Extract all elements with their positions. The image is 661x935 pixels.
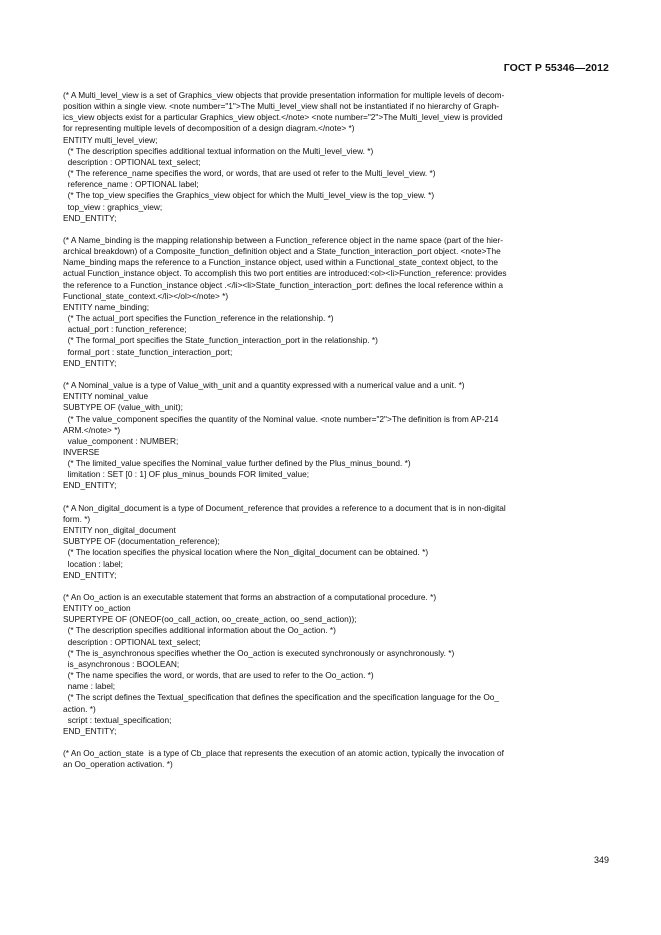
text-line: limitation : SET [0 : 1] OF plus_minus_bounds FOR limited_value; bbox=[63, 469, 310, 480]
text-line: (* The script defines the Textual_specification that defines the specification and the specification language for the Oo_ bbox=[63, 692, 500, 703]
text-line: ENTITY non_digital_document bbox=[63, 525, 176, 536]
express-block bbox=[63, 380, 608, 492]
text-line: (* The reference_name specifies the word, or words, that are used ot refer to the Multi_level_view. *) bbox=[63, 168, 436, 179]
express-block bbox=[63, 235, 608, 369]
text-line: an Oo_operation activation. *) bbox=[63, 759, 173, 770]
express-block bbox=[63, 503, 608, 581]
text-line: (* A Name_binding is the mapping relationship between a Function_reference object in the name space (part of the hier- bbox=[63, 235, 503, 246]
text-line: archical breakdown) of a Composite_function_definition object and a State_function_interaction_port object. <note>The bbox=[63, 246, 501, 257]
text-line: SUPERTYPE OF (ONEOF(oo_call_action, oo_create_action, oo_send_action)); bbox=[63, 614, 357, 625]
text-line: (* A Non_digital_document is a type of Document_reference that provides a reference to a document that is in non-digital bbox=[63, 502, 506, 513]
text-line: END_ENTITY; bbox=[63, 480, 117, 491]
text-line: Name_binding maps the reference to a Function_instance object, used within a Functional_state_context object, to the bbox=[63, 257, 498, 268]
text-line: (* The is_asynchronous specifies whether the Oo_action is executed synchronously or asynchronously. *) bbox=[63, 647, 455, 658]
text-line: formal_port : state_function_interaction_port; bbox=[63, 346, 233, 357]
text-line: (* The name specifies the word, or words, that are used to refer to the Oo_action. *) bbox=[63, 670, 374, 681]
text-line: (* The formal_port specifies the State_function_interaction_port in the relationship. *) bbox=[63, 335, 378, 346]
text-line: script : textual_specification; bbox=[63, 714, 172, 725]
text-line: (* A Multi_level_view is a set of Graphics_view objects that provide presentation information for multiple levels of decom- bbox=[63, 90, 505, 100]
express-block bbox=[63, 748, 608, 770]
text-line: (* A Nominal_value is a type of Value_with_unit and a quantity expressed with a numerical value and a unit. *) bbox=[63, 380, 465, 391]
text-line: reference_name : OPTIONAL label; bbox=[63, 179, 199, 190]
text-line: (* The location specifies the physical location where the Non_digital_document can be obtained. *) bbox=[63, 547, 429, 558]
text-line: END_ENTITY; bbox=[63, 212, 117, 223]
page-number: 349 bbox=[593, 855, 609, 865]
text-line: (* The description specifies additional textual information on the Multi_level_view. *) bbox=[63, 145, 374, 156]
text-line: description : OPTIONAL text_select; bbox=[63, 636, 201, 647]
text-line: ENTITY name_binding; bbox=[63, 301, 150, 312]
document-body bbox=[63, 90, 608, 782]
text-line: (* An Oo_action_state is a type of Cb_place that represents the execution of an atomic action, typically the invocation of bbox=[63, 748, 504, 759]
text-line: (* The description specifies additional information about the Oo_action. *) bbox=[63, 625, 336, 636]
text-line: (* The limited_value specifies the Nominal_value further defined by the Plus_minus_bound. *) bbox=[63, 458, 411, 469]
text-line: ARM.</note> *) bbox=[63, 424, 121, 435]
text-line: is_asynchronous : BOOLEAN; bbox=[63, 658, 180, 669]
text-line: ENTITY oo_action bbox=[63, 603, 131, 614]
express-block bbox=[63, 90, 608, 224]
text-line: for representing multiple levels of decomposition of a design diagram.</note> *) bbox=[63, 123, 355, 134]
text-line: END_ENTITY; bbox=[63, 357, 117, 368]
text-line: value_component : NUMBER; bbox=[63, 435, 179, 446]
express-block bbox=[63, 592, 608, 737]
text-line: (* The value_component specifies the quantity of the Nominal value. <note number="2">The definition is from AP-214 bbox=[63, 413, 499, 424]
text-line: name : label; bbox=[63, 681, 116, 692]
text-line: INVERSE bbox=[63, 446, 100, 457]
text-line: top_view : graphics_view; bbox=[63, 201, 163, 212]
text-line: ics_view objects exist for a particular Graphics_view object.</note> <note number="2">The Multi_level_view is provided bbox=[63, 112, 503, 123]
text-line: location : label; bbox=[63, 558, 123, 569]
text-line: actual Function_instance object. To accomplish this two port entities are introduced:<ol><li>Function_reference: provides bbox=[63, 268, 507, 279]
text-line: END_ENTITY; bbox=[63, 569, 117, 580]
text-line: the reference to a Function_instance object .</li><li>State_function_interaction_port: defines the local reference within a bbox=[63, 279, 504, 290]
standard-designation: ГОСТ Р 55346—2012 bbox=[503, 62, 609, 74]
text-line: (* The actual_port specifies the Function_reference in the relationship. *) bbox=[63, 313, 334, 324]
text-line: SUBTYPE OF (value_with_unit); bbox=[63, 402, 183, 413]
text-line: position within a single view. <note number="1">The Multi_level_view shall not be instantiated if no hierarchy of Graph- bbox=[63, 101, 499, 112]
text-line: (* An Oo_action is an executable statement that forms an abstraction of a computational procedure. *) bbox=[63, 591, 437, 602]
text-line: description : OPTIONAL text_select; bbox=[63, 156, 201, 167]
text-line: SUBTYPE OF (documentation_reference); bbox=[63, 536, 220, 547]
text-line: (* The top_view specifies the Graphics_view object for which the Multi_level_view is the top_view. *) bbox=[63, 190, 435, 201]
text-line: Functional_state_context.</li></ol></note> *) bbox=[63, 290, 229, 301]
text-line: actual_port : function_reference; bbox=[63, 324, 187, 335]
text-line: ENTITY nominal_value bbox=[63, 391, 149, 402]
text-line: action. *) bbox=[63, 703, 96, 714]
text-line: form. *) bbox=[63, 513, 91, 524]
text-line: ENTITY multi_level_view; bbox=[63, 134, 158, 145]
text-line: END_ENTITY; bbox=[63, 725, 117, 736]
